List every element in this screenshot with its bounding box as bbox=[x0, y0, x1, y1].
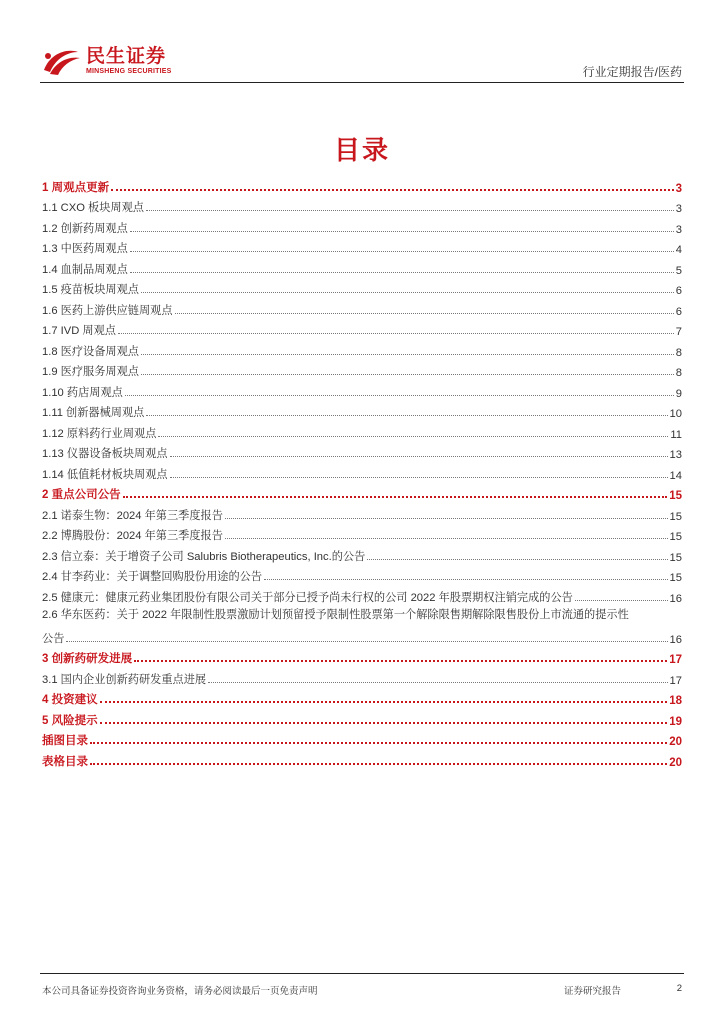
toc-entry-page: 6 bbox=[675, 285, 682, 297]
toc-section-entry[interactable] bbox=[42, 687, 682, 708]
toc-leader-dots bbox=[225, 518, 668, 519]
toc-entry-page: 19 bbox=[669, 715, 682, 728]
toc-subsection-entry[interactable] bbox=[42, 195, 682, 216]
toc-leader-dots bbox=[123, 496, 668, 498]
page-number: 2 bbox=[676, 983, 682, 994]
toc-entry-label: 2.5 健康元：健康元药业集团股份有限公司关于部分已授予尚未行权的公司 2022 年股票期权注销完成的公告 bbox=[42, 591, 573, 604]
toc-leader-dots bbox=[170, 456, 668, 457]
toc-entry-page: 4 bbox=[675, 244, 682, 256]
toc-entry-label: 1.3 中医药周观点 bbox=[42, 243, 128, 255]
toc-leader-dots bbox=[130, 272, 674, 273]
toc-entry-label: 1.11 创新器械周观点 bbox=[42, 407, 145, 419]
toc-subsection-entry[interactable] bbox=[42, 256, 682, 277]
toc-leader-dots bbox=[158, 436, 668, 437]
toc-title: 目录 bbox=[333, 135, 390, 165]
toc-entry-page: 10 bbox=[669, 408, 682, 420]
toc-leader-dots bbox=[100, 722, 668, 724]
toc-subsection-entry[interactable] bbox=[42, 215, 682, 236]
toc-entry-label: 1.1 CXO 板块周观点 bbox=[42, 202, 144, 214]
toc-leader-dots bbox=[100, 701, 668, 703]
toc-leader-dots bbox=[130, 231, 674, 232]
logo-english-name: MINSHENG SECURITIES bbox=[86, 67, 172, 75]
toc-subsection-entry[interactable] bbox=[42, 605, 682, 646]
toc-entry-page: 14 bbox=[669, 469, 682, 482]
toc-entry-page: 3 bbox=[675, 182, 682, 195]
toc-entry-page: 15 bbox=[669, 531, 682, 543]
toc-entry-page: 11 bbox=[670, 428, 682, 441]
toc-entry-label: 1.14 低值耗材板块周观点 bbox=[42, 468, 168, 481]
toc-entry-page: 16 bbox=[669, 592, 682, 605]
toc-entry-label: 4 投资建议 bbox=[42, 694, 98, 706]
table-of-contents bbox=[42, 174, 682, 769]
toc-leader-dots bbox=[130, 251, 674, 252]
toc-leader-dots bbox=[111, 189, 674, 191]
toc-section-entry[interactable] bbox=[42, 646, 682, 667]
toc-entry-page: 9 bbox=[675, 387, 682, 400]
toc-subsection-entry[interactable] bbox=[42, 379, 682, 400]
toc-subsection-entry[interactable] bbox=[42, 543, 682, 564]
toc-entry-label: 1.13 仪器设备板块周观点 bbox=[42, 448, 168, 460]
toc-entry-page: 15 bbox=[669, 490, 682, 502]
toc-subsection-entry[interactable] bbox=[42, 297, 682, 318]
toc-leader-dots bbox=[175, 313, 674, 314]
toc-entry-page: 20 bbox=[669, 756, 682, 769]
toc-leader-dots bbox=[264, 579, 668, 580]
company-logo bbox=[40, 44, 171, 78]
toc-leader-dots bbox=[575, 600, 668, 601]
toc-entry-label: 插图目录 bbox=[42, 735, 88, 747]
toc-subsection-entry[interactable] bbox=[42, 420, 682, 441]
toc-entry-page: 15 bbox=[669, 572, 682, 584]
toc-section-entry[interactable] bbox=[42, 707, 682, 728]
toc-entry-page: 7 bbox=[675, 326, 682, 338]
toc-entry-page: 15 bbox=[669, 510, 682, 523]
toc-entry-page: 17 bbox=[669, 674, 682, 687]
toc-section-entry[interactable] bbox=[42, 482, 682, 503]
logo-chinese-name: 民生证券 bbox=[86, 45, 167, 67]
toc-entry-label: 2.3 信立泰：关于增资子公司 Salubris Biotherapeutics, Inc.的公告 bbox=[42, 550, 366, 563]
toc-entry-label: 1.12 原料药行业周观点 bbox=[42, 427, 157, 440]
toc-entry-label: 1.7 IVD 周观点 bbox=[42, 325, 116, 337]
toc-entry-label: 2.2 博腾股份：2024 年第三季度报告 bbox=[42, 530, 223, 542]
toc-entry-page: 5 bbox=[675, 264, 682, 277]
toc-subsection-entry[interactable] bbox=[42, 277, 682, 298]
toc-subsection-entry[interactable] bbox=[42, 666, 682, 687]
toc-section-entry[interactable] bbox=[42, 748, 682, 769]
toc-entry-label: 2.6 华东医药：关于 2022 年限制性股票激励计划预留授予限制性股票第一个解除限售期解除限售股份上市流通的提示性 bbox=[42, 608, 629, 621]
toc-entry-page: 18 bbox=[669, 695, 682, 707]
toc-subsection-entry[interactable] bbox=[42, 338, 682, 359]
toc-leader-dots bbox=[146, 415, 667, 416]
header-divider bbox=[40, 82, 684, 83]
toc-leader-dots bbox=[90, 742, 667, 744]
toc-entry-label-continued: 公告 bbox=[42, 632, 65, 645]
toc-entry-label: 3.1 国内企业创新药研发重点进展 bbox=[42, 673, 207, 686]
toc-leader-dots bbox=[225, 538, 668, 539]
toc-entry-label: 2 重点公司公告 bbox=[42, 489, 121, 501]
toc-entry-page: 3 bbox=[675, 223, 682, 236]
toc-entry-page: 13 bbox=[669, 449, 682, 461]
toc-entry-label: 3 创新药研发进展 bbox=[42, 653, 133, 665]
toc-subsection-entry[interactable] bbox=[42, 318, 682, 339]
toc-leader-dots bbox=[146, 210, 674, 211]
toc-entry-page: 8 bbox=[675, 346, 682, 359]
footer-doc-type: 证券研究报告 bbox=[564, 986, 622, 997]
footer-divider bbox=[40, 973, 684, 974]
toc-entry-label: 1.6 医药上游供应链周观点 bbox=[42, 304, 173, 317]
toc-leader-dots bbox=[208, 682, 667, 683]
toc-entry-label: 1 周观点更新 bbox=[42, 181, 110, 194]
toc-leader-dots bbox=[170, 477, 668, 478]
toc-subsection-entry[interactable] bbox=[42, 502, 682, 523]
footer-disclaimer: 本公司具备证券投资咨询业务资格，请务必阅读最后一页免责声明 bbox=[42, 986, 318, 997]
toc-leader-dots bbox=[141, 374, 674, 375]
toc-entry-page: 6 bbox=[675, 305, 682, 318]
toc-entry-page: 16 bbox=[669, 633, 682, 646]
toc-leader-dots bbox=[141, 292, 674, 293]
toc-entry-label: 1.4 血制品周观点 bbox=[42, 263, 128, 276]
toc-leader-dots bbox=[90, 763, 667, 765]
toc-subsection-entry[interactable] bbox=[42, 359, 682, 380]
minsheng-logo-icon bbox=[40, 44, 82, 78]
report-type: 行业定期报告/医药 bbox=[582, 65, 682, 79]
toc-entry-page: 8 bbox=[675, 367, 682, 379]
toc-subsection-entry[interactable] bbox=[42, 461, 682, 482]
toc-entry-label: 1.5 疫苗板块周观点 bbox=[42, 284, 139, 296]
toc-entry-label: 1.10 药店周观点 bbox=[42, 386, 123, 399]
toc-entry-page: 3 bbox=[675, 203, 682, 215]
toc-leader-dots bbox=[125, 395, 674, 396]
toc-leader-dots bbox=[367, 559, 667, 560]
toc-entry-label: 5 风险提示 bbox=[42, 714, 98, 727]
toc-leader-dots bbox=[66, 641, 667, 642]
toc-section-entry[interactable] bbox=[42, 728, 682, 749]
toc-leader-dots bbox=[118, 333, 674, 334]
toc-subsection-entry[interactable] bbox=[42, 523, 682, 544]
toc-subsection-entry[interactable] bbox=[42, 441, 682, 462]
toc-entry-label: 1.9 医疗服务周观点 bbox=[42, 366, 139, 378]
toc-entry-page: 17 bbox=[669, 654, 682, 666]
toc-entry-label: 表格目录 bbox=[42, 755, 88, 768]
page-header bbox=[0, 0, 724, 90]
toc-section-entry[interactable] bbox=[42, 174, 682, 195]
toc-entry-label: 2.4 甘李药业：关于调整回购股份用途的公告 bbox=[42, 571, 263, 583]
toc-entry-label: 2.1 诺泰生物：2024 年第三季度报告 bbox=[42, 509, 223, 522]
toc-entry-page: 15 bbox=[669, 551, 682, 564]
toc-leader-dots bbox=[141, 354, 674, 355]
toc-subsection-entry[interactable] bbox=[42, 564, 682, 585]
toc-leader-dots bbox=[134, 660, 667, 662]
toc-entry-label: 1.8 医疗设备周观点 bbox=[42, 345, 139, 358]
toc-entry-page: 20 bbox=[669, 736, 682, 748]
toc-entry-label: 1.2 创新药周观点 bbox=[42, 222, 128, 235]
toc-subsection-entry[interactable] bbox=[42, 400, 682, 421]
toc-subsection-entry[interactable] bbox=[42, 236, 682, 257]
toc-subsection-entry[interactable] bbox=[42, 584, 682, 605]
